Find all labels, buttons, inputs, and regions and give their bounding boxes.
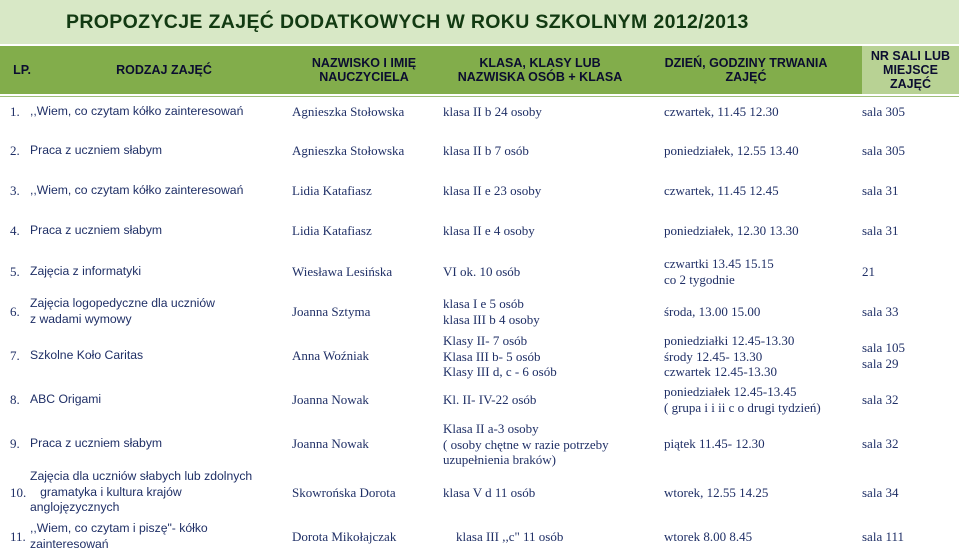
row-sala: sala 32 — [862, 392, 899, 407]
row-sala: sala 305 — [862, 104, 905, 119]
row-dzien: poniedziałek, 12.55 13.40 — [664, 143, 799, 158]
row-dzien: piątek 11.45- 12.30 — [664, 436, 765, 451]
row-rodzaj: ,,Wiem, co czytam kółko zainteresowań — [30, 183, 244, 197]
row-rodzaj-line: ,,Wiem, co czytam i piszę"- kółko — [30, 521, 208, 535]
row-klasa-line: uzupełnienia braków) — [443, 452, 556, 467]
row-sala: sala 33 — [862, 304, 899, 319]
row-rodzaj: Szkolne Koło Caritas — [30, 348, 144, 362]
row-klasa: VI ok. 10 osób — [443, 264, 521, 279]
row-lp: 6. — [10, 304, 20, 319]
row-sala: 21 — [862, 264, 875, 279]
header-sala-line-2: MIEJSCE — [883, 63, 938, 77]
row-klasa-line: Klasy II- 7 osób — [443, 333, 528, 348]
row-dzien: czwartek, 11.45 12.45 — [664, 183, 779, 198]
row-klasa: Kl. II- IV-22 osób — [443, 392, 537, 407]
row-sala-line: sala 29 — [862, 355, 899, 371]
row-rodzaj-line: zainteresowań — [30, 536, 109, 551]
row-dzien — [664, 256, 774, 287]
row-lp: 3. — [10, 183, 20, 198]
row-nauczyciel: Agnieszka Stołowska — [292, 104, 405, 119]
row-lp: 4. — [10, 223, 20, 238]
row-dzien-line: poniedziałki 12.45-13.30 — [664, 333, 795, 348]
row-nauczyciel: Lidia Katafiasz — [292, 223, 372, 238]
page-title: PROPOZYCJE ZAJĘĆ DODATKOWYCH W ROKU SZKOLNYM 2012/2013 — [66, 10, 749, 33]
header-dzien-line-2: ZAJĘĆ — [725, 70, 767, 84]
row-rodzaj — [30, 469, 252, 516]
row-dzien: wtorek 8.00 8.45 — [664, 529, 753, 544]
row-nauczyciel: Dorota Mikołajczak — [292, 529, 397, 544]
row-dzien-line: co 2 tygodnie — [664, 271, 735, 287]
row-lp: 10. — [10, 485, 27, 500]
row-klasa-line: Klasa III b- 5 osób — [443, 348, 541, 364]
table-header — [0, 46, 959, 94]
row-klasa-line: klasa III b 4 osoby — [443, 311, 540, 327]
row-nauczyciel: Lidia Katafiasz — [292, 183, 372, 198]
row-sala: sala 32 — [862, 436, 899, 451]
header-klasa-line-1: KLASA, KLASY LUB — [479, 56, 601, 70]
row-dzien: czwartek, 11.45 12.30 — [664, 104, 779, 119]
title-bar — [0, 0, 959, 46]
header-dzien — [656, 46, 836, 94]
row-klasa: klasa II b 24 osoby — [443, 104, 542, 119]
row-sala: sala 34 — [862, 485, 899, 500]
row-nauczyciel: Joanna Nowak — [292, 436, 369, 451]
row-lp: 1. — [10, 104, 20, 119]
row-dzien-line: poniedziałek 12.45-13.45 — [664, 384, 797, 399]
row-dzien-line: środy 12.45- 13.30 — [664, 348, 763, 364]
row-rodzaj-line: z wadami wymowy — [30, 311, 132, 326]
row-sala: sala 305 — [862, 143, 905, 158]
row-rodzaj: ,,Wiem, co czytam kółko zainteresowań — [30, 104, 244, 118]
row-lp: 5. — [10, 264, 20, 279]
row-lp: 2. — [10, 143, 20, 158]
row-rodzaj: ABC Origami — [30, 392, 102, 406]
row-lp: 11. — [10, 529, 26, 544]
row-nauczyciel: Anna Woźniak — [292, 348, 370, 363]
row-lp: 7. — [10, 348, 20, 363]
row-klasa-line: Klasy III d, c - 6 osób — [443, 364, 557, 379]
row-dzien: wtorek, 12.55 14.25 — [664, 485, 769, 500]
header-nauczyciel — [290, 46, 438, 94]
row-nauczyciel: Joanna Sztyma — [292, 304, 371, 319]
header-rodzaj — [44, 46, 284, 94]
row-rodzaj — [30, 296, 215, 327]
row-klasa-line: klasa I e 5 osób — [443, 296, 524, 311]
row-sala: sala 31 — [862, 183, 899, 198]
row-klasa-line: Klasa II a-3 osoby — [443, 421, 539, 436]
row-nauczyciel: Joanna Nowak — [292, 392, 369, 407]
header-lp-label: LP. — [13, 63, 31, 77]
row-nauczyciel: Agnieszka Stołowska — [292, 143, 405, 158]
row-dzien-line: czwartki 13.45 15.15 — [664, 256, 774, 271]
header-nauczyciel-line-1: NAZWISKO I IMIĘ — [311, 56, 417, 70]
row-lp: 8. — [10, 392, 20, 407]
row-sala-line: sala 105 — [862, 340, 905, 355]
header-sala-line-1: NR SALI LUB — [870, 49, 951, 63]
row-klasa — [443, 333, 557, 380]
row-rodzaj: Zajęcia z informatyki — [30, 264, 142, 278]
row-sala: sala 111 — [862, 529, 904, 544]
row-sala — [862, 340, 905, 371]
row-lp: 9. — [10, 436, 20, 451]
header-divider — [0, 96, 959, 97]
row-nauczyciel: Wiesława Lesińska — [292, 264, 393, 279]
row-dzien-line: ( grupa i i ii c o drugi tydzień) — [664, 399, 821, 415]
row-klasa: klasa II b 7 osób — [443, 143, 529, 158]
row-klasa-line: ( osoby chętne w razie potrzeby — [443, 436, 609, 452]
header-lp — [0, 46, 44, 94]
header-klasa-line-2: NAZWISKA OSÓB + KLASA — [457, 70, 623, 84]
row-klasa: klasa V d 11 osób — [443, 485, 536, 500]
header-rodzaj-label: RODZAJ ZAJĘĆ — [116, 63, 212, 77]
row-klasa — [443, 421, 609, 468]
row-rodzaj: Praca z uczniem słabym — [30, 143, 163, 157]
row-dzien — [664, 384, 821, 415]
row-nauczyciel: Skowrońska Dorota — [292, 485, 396, 500]
header-klasa — [440, 46, 640, 94]
row-dzien — [664, 333, 794, 380]
row-rodzaj-line: gramatyka i kultura krajów — [30, 484, 182, 499]
row-dzien: środa, 13.00 15.00 — [664, 304, 761, 319]
row-rodzaj — [30, 521, 208, 552]
row-rodzaj-line: Zajęcia dla uczniów słabych lub zdolnych — [30, 469, 253, 483]
row-klasa — [443, 296, 540, 327]
header-sala — [862, 46, 959, 94]
row-dzien: poniedziałek, 12.30 13.30 — [664, 223, 799, 238]
row-sala: sala 31 — [862, 223, 899, 238]
row-rodzaj-line: Zajęcia logopedyczne dla uczniów — [30, 296, 215, 310]
row-klasa: klasa III ,,c" 11 osób — [456, 529, 564, 544]
row-klasa: klasa II e 4 osoby — [443, 223, 535, 238]
row-rodzaj: Praca z uczniem słabym — [30, 223, 163, 237]
row-dzien-line: czwartek 12.45-13.30 — [664, 364, 777, 379]
row-rodzaj: Praca z uczniem słabym — [30, 436, 163, 450]
row-rodzaj-line: anglojęzycznych — [30, 500, 120, 514]
header-sala-line-3: ZAJĘĆ — [890, 77, 931, 91]
header-nauczyciel-line-2: NAUCZYCIELA — [319, 70, 409, 84]
row-klasa: klasa II e 23 osoby — [443, 183, 542, 198]
header-dzien-line-1: DZIEŃ, GODZINY TRWANIA — [664, 56, 828, 70]
